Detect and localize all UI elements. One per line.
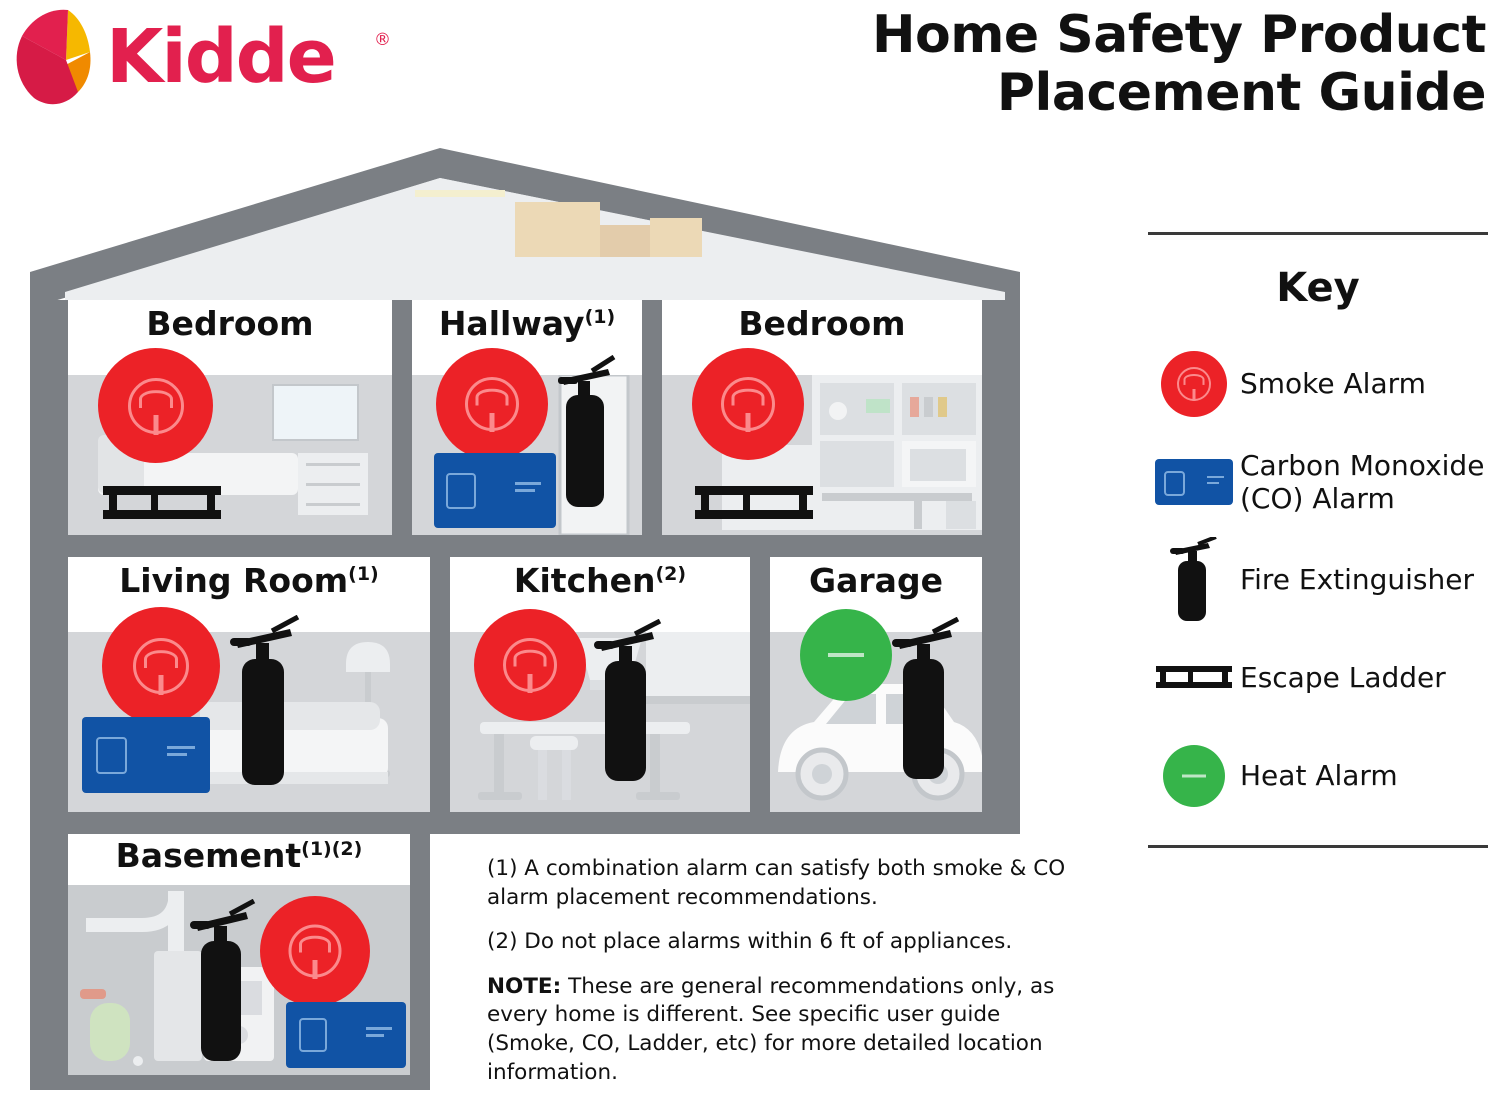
smoke-alarm-icon xyxy=(436,348,548,460)
key-label-smoke-alarm: Smoke Alarm xyxy=(1240,367,1426,401)
heat-alarm-icon xyxy=(800,609,892,701)
key-panel xyxy=(1148,232,1488,848)
page-title-line2: Placement Guide xyxy=(996,63,1486,124)
smoke-alarm-icon xyxy=(260,896,370,1006)
room-living-room xyxy=(68,557,430,812)
smoke-alarm-icon xyxy=(1148,341,1240,427)
key-label-heat-alarm: Heat Alarm xyxy=(1240,759,1398,793)
footnote-note-text: These are general recommendations only, as every home is different. See specific user guide (Smoke, CO, Ladder, etc) for more detailed location information. xyxy=(487,973,1055,1085)
wall-left xyxy=(30,300,68,1090)
key-item-co-alarm xyxy=(1148,439,1488,525)
smoke-alarm-icon xyxy=(692,348,804,460)
fire-extinguisher-icon xyxy=(888,617,962,782)
room-label-living-room: Living Room$^{(1)}$ xyxy=(119,561,379,600)
room-bedroom-left xyxy=(68,300,392,535)
kidde-wordmark: Kidde xyxy=(106,14,335,100)
room-kitchen xyxy=(450,557,750,812)
fire-extinguisher-icon xyxy=(1148,537,1240,623)
footnote-1: (1) A combination alarm can satisfy both smoke & CO alarm placement recommendations. xyxy=(487,856,1066,910)
key-label-escape-ladder: Escape Ladder xyxy=(1240,661,1446,695)
wall-basement-right xyxy=(410,812,430,1090)
kidde-logo xyxy=(8,6,408,121)
wall-right xyxy=(982,300,1020,830)
room-label-basement: Basement$^{(1)(2)}$ xyxy=(115,836,363,875)
footnote-note-label: NOTE: xyxy=(487,973,562,999)
room-label-bedroom-right: Bedroom xyxy=(738,304,906,343)
key-label-co-alarm: Carbon Monoxide (CO) Alarm xyxy=(1240,448,1485,515)
room-label-hallway: Hallway$^{(1)}$ xyxy=(438,304,616,343)
wall-floor-upper xyxy=(30,535,1020,557)
key-item-escape-ladder xyxy=(1148,635,1488,721)
room-basement xyxy=(68,834,410,1075)
co-alarm-icon xyxy=(286,1002,406,1068)
wall-floor-lower xyxy=(30,812,1020,834)
room-label-kitchen: Kitchen$^{(2)}$ xyxy=(513,561,687,600)
heat-alarm-icon xyxy=(1148,733,1240,819)
escape-ladder-icon xyxy=(1148,635,1240,721)
wall-partition-2 xyxy=(642,300,662,540)
key-item-fire-extinguisher xyxy=(1148,537,1488,623)
footnote-2: (2) Do not place alarms within 6 ft of appliances. xyxy=(487,929,1013,955)
key-divider-bottom xyxy=(1148,845,1488,848)
co-alarm-icon xyxy=(1148,439,1240,525)
key-divider-top xyxy=(1148,232,1488,235)
registered-trademark-symbol: ® xyxy=(374,30,391,50)
key-item-heat-alarm xyxy=(1148,733,1488,819)
room-garage xyxy=(770,557,982,812)
page-title-line1: Home Safety Product xyxy=(872,5,1486,65)
wall-partition-4 xyxy=(750,555,770,817)
footnotes xyxy=(487,855,1087,1103)
room-bedroom-right xyxy=(662,300,982,535)
room-label-garage: Garage xyxy=(809,561,943,600)
room-label-bedroom-left: Bedroom xyxy=(146,304,314,343)
fire-extinguisher-icon xyxy=(226,615,302,787)
fire-extinguisher-icon xyxy=(552,355,618,511)
wall-partition-1 xyxy=(392,300,412,540)
footnote-note xyxy=(487,973,1087,1087)
key-title: Key xyxy=(1276,265,1360,311)
smoke-alarm-icon xyxy=(98,348,213,463)
co-alarm-icon xyxy=(82,717,210,793)
page-title xyxy=(786,6,1486,122)
key-item-smoke-alarm xyxy=(1148,341,1488,427)
wall-basement-bottom xyxy=(30,1075,430,1090)
escape-ladder-icon xyxy=(103,480,221,526)
fire-extinguisher-icon xyxy=(186,899,258,1064)
kidde-logo-mark xyxy=(8,8,104,108)
smoke-alarm-icon xyxy=(102,607,220,725)
escape-ladder-icon xyxy=(695,480,813,526)
room-hallway xyxy=(412,300,642,535)
key-label-fire-extinguisher: Fire Extinguisher xyxy=(1240,563,1475,597)
smoke-alarm-icon xyxy=(474,609,586,721)
fire-extinguisher-icon xyxy=(590,619,664,784)
co-alarm-icon xyxy=(434,453,556,528)
wall-partition-3 xyxy=(430,555,450,817)
